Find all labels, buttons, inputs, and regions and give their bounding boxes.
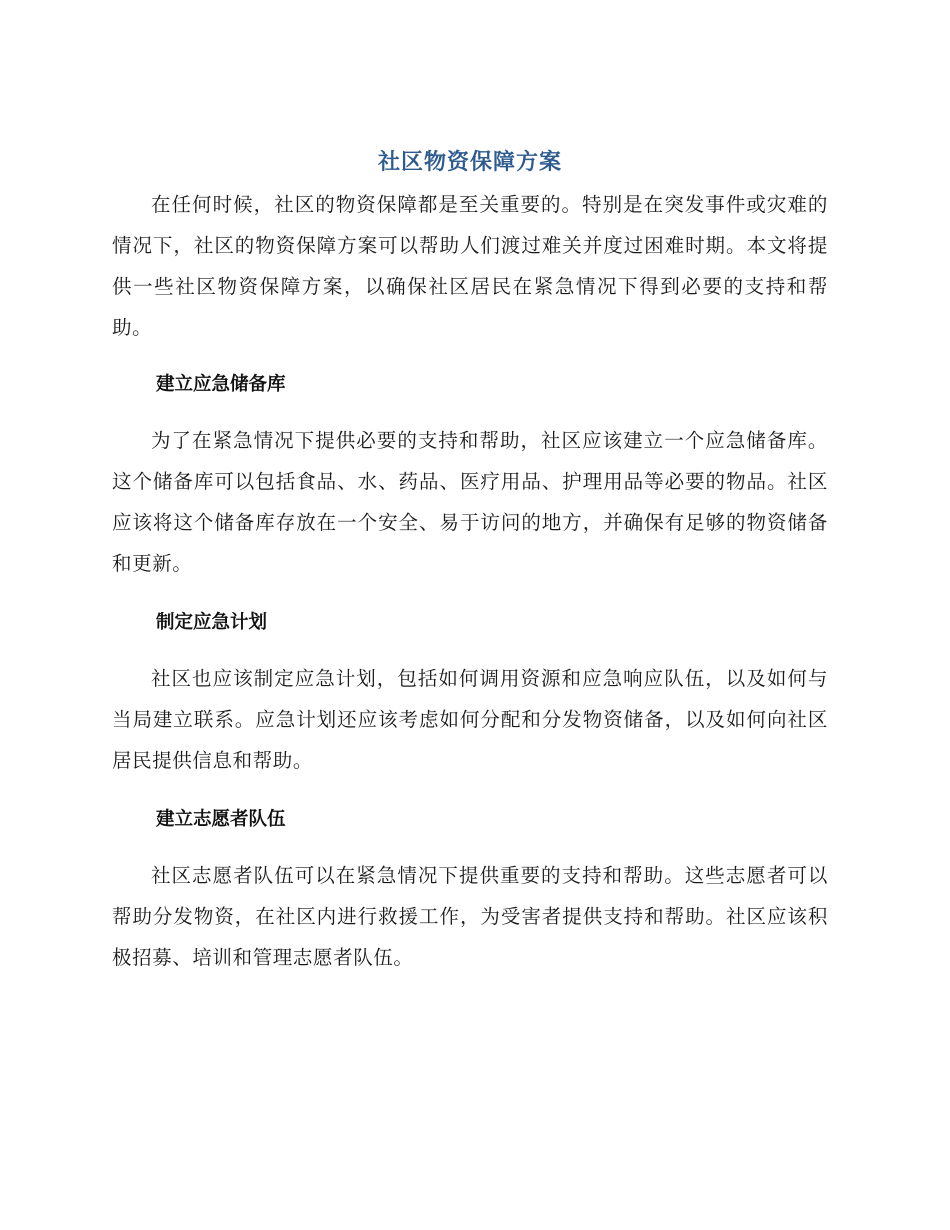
section-heading-emergency-reserve: 建立应急储备库 <box>156 374 286 395</box>
intro-paragraph: 在任何时候，社区的物资保障都是至关重要的。特别是在突发事件或灾难的情况下，社区的物资保障方案可以帮助人们渡过难关并度过困难时期。本文将提供一些社区物资保障方案，以确保社区居民在紧急情况下得到必要的支持和帮助。 <box>112 193 828 339</box>
section-heading-volunteer-team: 建立志愿者队伍 <box>156 809 286 830</box>
document-title: 社区物资保障方案 <box>377 150 562 175</box>
section-body-volunteer-team: 社区志愿者队伍可以在紧急情况下提供重要的支持和帮助。这些志愿者可以帮助分发物资，在社区内进行救援工作，为受害者提供支持和帮助。社区应该积极招募、培训和管理志愿者队伍。 <box>112 864 828 969</box>
section-body-emergency-plan: 社区也应该制定应急计划，包括如何调用资源和应急响应队伍，以及如何与当局建立联系。应急计划还应该考虑如何分配和分发物资储备，以及如何向社区居民提供信息和帮助。 <box>112 667 828 772</box>
document-page <box>112 146 828 978</box>
section-heading-emergency-plan: 制定应急计划 <box>156 612 268 633</box>
section-body-emergency-reserve: 为了在紧急情况下提供必要的支持和帮助，社区应该建立一个应急储备库。这个储备库可以包括食品、水、药品、医疗用品、护理用品等必要的物品。社区应该将这个储备库存放在一个安全、易于访问的地方，并确保有足够的物资储备和更新。 <box>112 429 828 575</box>
